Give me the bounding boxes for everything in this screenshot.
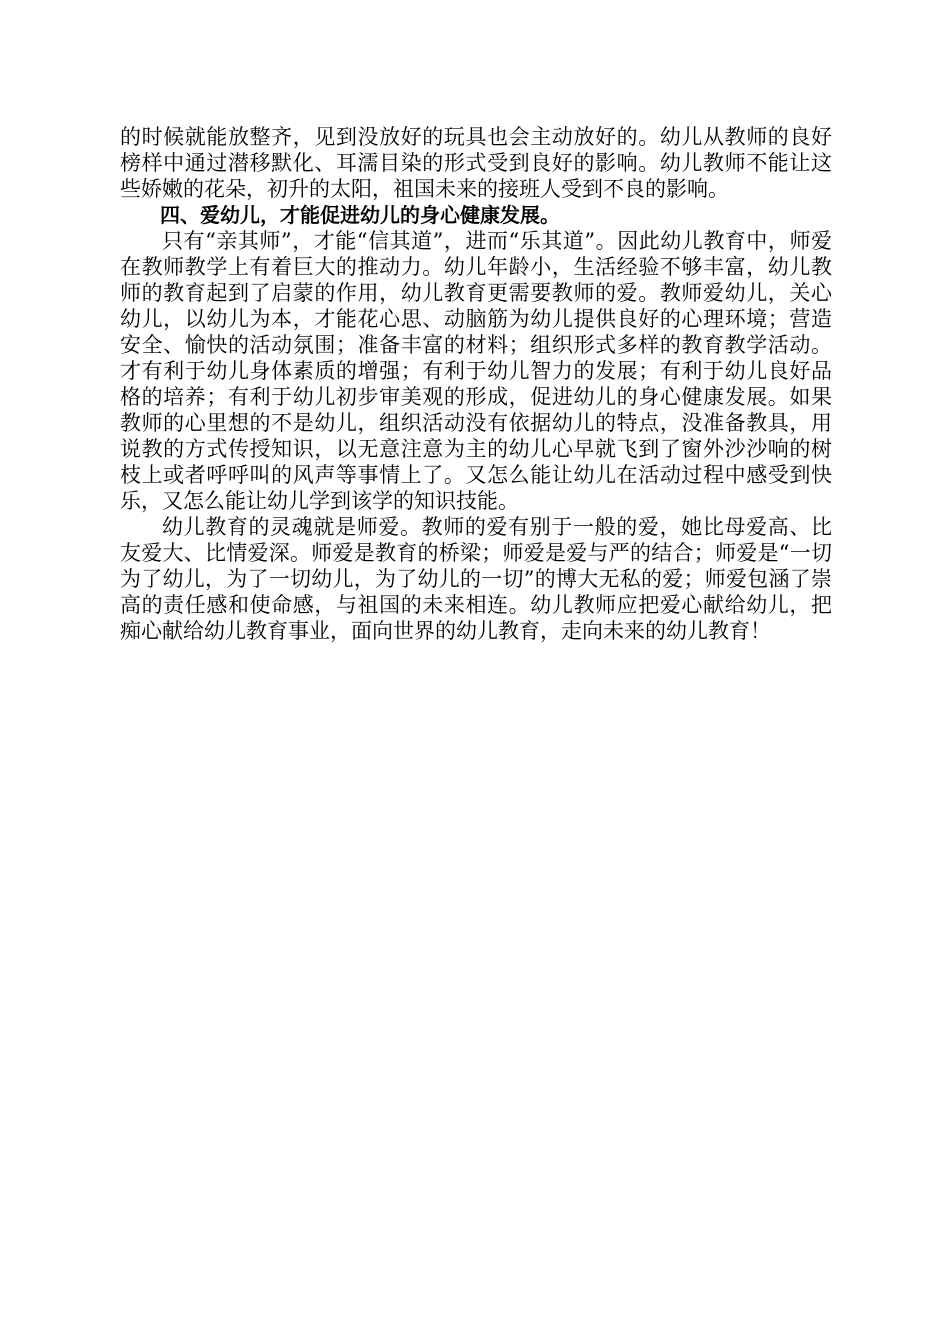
paragraph-3: 幼儿教育的灵魂就是师爱。教师的爱有别于一般的爱，她比母爱高、比友爱大、比情爱深。师爱是教育的桥梁；师爱是爱与严的结合；师爱是“一切为了幼儿，为了一切幼儿，为了幼儿的一切”的博大无私的爱；师爱包涵了崇高的责任感和使命感，与祖国的未来相连。幼儿教师应把爱心献给幼儿，把痴心献给幼儿教育事业，面向世界的幼儿教育，走向未来的幼儿教育！ (120, 515, 832, 643)
paragraph-2: 只有“亲其师”，才能“信其道”，进而“乐其道”。因此幼儿教育中，师爱在教师教学上有着巨大的推动力。幼儿年龄小，生活经验不够丰富，幼儿教师的教育起到了启蒙的作用，幼儿教育更需要教师的爱。教师爱幼儿，关心幼儿，以幼儿为本，才能花心思、动脑筋为幼儿提供良好的心理环境；营造安全、愉快的活动氛围；准备丰富的材料；组织形式多样的教育教学活动。才有利于幼儿身体素质的增强；有利于幼儿智力的发展；有利于幼儿良好品格的培养；有利于幼儿初步审美观的形成，促进幼儿的身心健康发展。如果教师的心里想的不是幼儿，组织活动没有依据幼儿的特点，没准备教具，用说教的方式传授知识，以无意注意为主的幼儿心早就飞到了窗外沙沙响的树枝上或者呼呼叫的风声等事情上了。又怎么能让幼儿在活动过程中感受到快乐，又怎么能让幼儿学到该学的知识技能。 (120, 229, 832, 513)
paragraph-continued: 的时候就能放整齐，见到没放好的玩具也会主动放好的。幼儿从教师的良好榜样中通过潜移默化、耳濡目染的形式受到良好的影响。幼儿教师不能让这些娇嫩的花朵，初升的太阳，祖国未来的接班人受到不良的影响。 (120, 125, 832, 201)
section-heading: 四、爱幼儿，才能促进幼儿的身心健康发展。 (160, 203, 560, 227)
document-body (120, 124, 832, 644)
